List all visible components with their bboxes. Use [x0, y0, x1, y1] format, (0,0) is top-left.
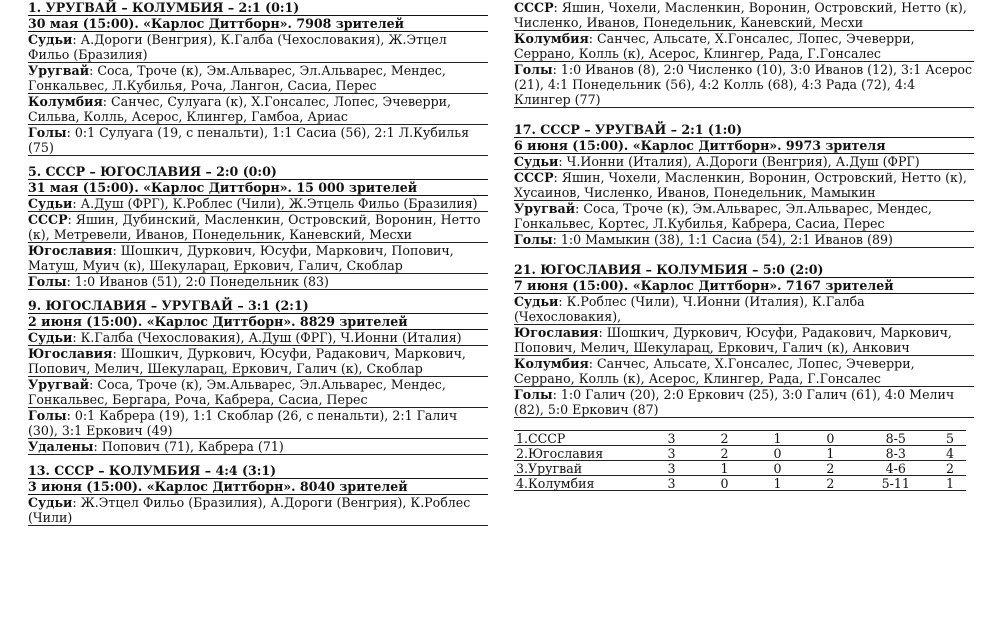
row-label: Голы : [28, 125, 75, 140]
table-row [514, 446, 966, 461]
row-text: Ж.Этцел Фильо (Бразилия), А.Дороги (Венгрия), К.Роблес (Чили) [28, 495, 471, 525]
row-text: 1:0 Мамыкин (38), 1:1 Сасиа (54), 2:1 Иванов (89) [560, 232, 893, 247]
referees-row [28, 330, 488, 346]
drawn-cell: 1 [751, 476, 804, 491]
row-label: Судьи : [28, 330, 81, 345]
team-row [28, 212, 488, 243]
row-text: Шошкич, Дуркович, Юсуфи, Радакович, Маркович, Попович, Мелич, Шекуларац, Еркович, Галич (к), Анкович [514, 325, 952, 355]
row-text: Попович (71), Кабрера (71) [101, 439, 284, 454]
row-text: 1:0 Иванов (8), 2:0 Численко (10), 3:0 Иванов (12), 3:1 Асерос (21), 4:1 Понедельник (56), 4:2 Колль (68), 4:3 Рада (72), 4:4 Клингер (77) [514, 62, 973, 107]
match-heading: 17. СССР – УРУГВАЙ – 2:1 (1:0) [514, 122, 974, 138]
referees-row [28, 495, 488, 526]
played-cell: 3 [645, 446, 698, 461]
row-label: Югославия : [514, 325, 607, 340]
row-label: Уругвай : [28, 377, 97, 392]
row-label: Колумбия : [514, 356, 597, 371]
team-row [514, 170, 974, 201]
referees-row [514, 154, 974, 170]
row-text: Санчес, Сулуага (к), Х.Гонсалес, Лопес, Эчеверри, Сильва, Колль, Асерос, Клингер, Гамбоа, Ариас [28, 94, 452, 124]
row-text: Шошкич, Дуркович, Юсуфи, Маркович, Попович, Матуш, Муич (к), Шекуларац, Еркович, Галич, Скоблар [28, 243, 454, 273]
team-cell: 4.Колумбия [514, 476, 645, 491]
won-cell: 1 [698, 461, 751, 476]
row-label: Голы : [514, 387, 561, 402]
team-cell: 3.Уругвай [514, 461, 645, 476]
goals-cell: 8-3 [857, 446, 935, 461]
match-heading: 9. ЮГОСЛАВИЯ – УРУГВАЙ – 3:1 (2:1) [28, 298, 488, 314]
row-text: А.Дороги (Венгрия), К.Галба (Чехословакия), Ж.Этцел Фильо (Бразилия) [28, 32, 447, 62]
won-cell: 2 [698, 446, 751, 461]
row-text: Санчес, Альсате, Х.Гонсалес, Лопес, Эчеверри, Серрано, Колль (к), Асерос, Клингер, Рада, Г.Гонсалес [514, 31, 915, 61]
table-row [514, 431, 966, 446]
goals-row [514, 232, 974, 248]
row-label: Судьи : [514, 154, 567, 169]
lost-cell: 2 [804, 461, 857, 476]
match-17 [514, 122, 974, 248]
row-label: Голы : [514, 62, 561, 77]
team-row [28, 243, 488, 274]
lost-cell: 0 [804, 431, 857, 446]
match-heading: 5. СССР – ЮГОСЛАВИЯ – 2:0 (0:0) [28, 164, 488, 180]
right-column [514, 0, 974, 491]
drawn-cell: 0 [751, 461, 804, 476]
row-label: СССР : [514, 0, 562, 15]
lost-cell: 1 [804, 446, 857, 461]
goals-row [28, 408, 488, 439]
row-label: Колумбия : [514, 31, 597, 46]
match-21 [514, 262, 974, 418]
match-heading: 13. СССР – КОЛУМБИЯ – 4:4 (3:1) [28, 463, 488, 479]
row-label: Судьи : [28, 32, 81, 47]
team-row [514, 31, 974, 62]
match-date: 31 мая (15:00). «Карлос Диттборн». 15 000 зрителей [28, 180, 488, 196]
row-text: 1:0 Галич (20), 2:0 Еркович (25), 3:0 Галич (61), 4:0 Мелич (82), 5:0 Еркович (87) [514, 387, 955, 417]
table-row [514, 476, 966, 491]
goals-row [28, 274, 488, 290]
row-text: А.Душ (ФРГ), К.Роблес (Чили), Ж.Этцель Фильо (Бразилия) [80, 196, 478, 211]
points-cell: 1 [935, 476, 966, 491]
goals-cell: 5-11 [857, 476, 935, 491]
row-label: Судьи : [28, 495, 81, 510]
row-label: Уругвай : [28, 63, 97, 78]
row-label: Югославия : [28, 243, 121, 258]
row-text: Яшин, Дубинский, Масленкин, Островский, Воронин, Нетто (к), Метревели, Иванов, Понедельник, Каневский, Месхи [28, 212, 481, 242]
match-13-continued [514, 0, 974, 108]
row-label: Голы : [28, 274, 75, 289]
match-date: 6 июня (15:00). «Карлос Диттборн». 9973 зрителя [514, 138, 974, 154]
goals-row [514, 62, 974, 108]
points-cell: 2 [935, 461, 966, 476]
row-text: К.Роблес (Чили), Ч.Ионни (Италия), К.Галба (Чехословакия), [514, 294, 865, 324]
points-cell: 5 [935, 431, 966, 446]
goals-cell: 4-6 [857, 461, 935, 476]
left-column [28, 0, 488, 534]
team-row [28, 377, 488, 408]
goals-row [514, 387, 974, 418]
row-text: 1:0 Иванов (51), 2:0 Понедельник (83) [74, 274, 329, 289]
row-text: 0:1 Кабрера (19), 1:1 Скоблар (26, с пенальти), 2:1 Галич (30), 3:1 Еркович (49) [28, 408, 458, 438]
match-date: 30 мая (15:00). «Карлос Диттборн». 7908 зрителей [28, 16, 488, 32]
row-text: К.Галба (Чехословакия), А.Душ (ФРГ), Ч.Ионни (Италия) [80, 330, 462, 345]
row-label: Судьи : [514, 294, 567, 309]
match-5 [28, 164, 488, 290]
team-row [514, 356, 974, 387]
row-label: Удалены : [28, 439, 102, 454]
drawn-cell: 0 [751, 446, 804, 461]
row-label: Голы : [514, 232, 561, 247]
match-1 [28, 0, 488, 156]
row-label: СССР : [28, 212, 76, 227]
row-text: Соса, Троче (к), Эм.Альварес, Эл.Альварес, Мендес, Гонкальвес, Л.Кубилья, Роча, Лангон, Сасиа, Перес [28, 63, 446, 93]
won-cell: 2 [698, 431, 751, 446]
match-9 [28, 298, 488, 455]
won-cell: 0 [698, 476, 751, 491]
goals-row [28, 125, 488, 156]
played-cell: 3 [645, 476, 698, 491]
team-row [28, 94, 488, 125]
row-label: Голы : [28, 408, 75, 423]
row-label: СССР : [514, 170, 562, 185]
referees-row [28, 196, 488, 212]
row-text: Соса, Троче (к), Эм.Альварес, Эл.Альварес, Мендес, Гонкальвес, Кортес, Л.Кубилья, Кабрера, Сасиа, Перес [514, 201, 932, 231]
row-text: Яшин, Чохели, Масленкин, Воронин, Островский, Нетто (к), Хусаинов, Численко, Иванов, Понедельник, Мамыкин [514, 170, 967, 200]
played-cell: 3 [645, 461, 698, 476]
match-date: 7 июня (15:00). «Карлос Диттборн». 7167 зрителей [514, 278, 974, 294]
row-label: Судьи : [28, 196, 81, 211]
team-row [28, 63, 488, 94]
row-label: Колумбия : [28, 94, 111, 109]
team-row [514, 0, 974, 31]
referees-row [28, 32, 488, 63]
match-date: 3 июня (15:00). «Карлос Диттборн». 8040 зрителей [28, 479, 488, 495]
row-text: 0:1 Сулуага (19, с пенальти), 1:1 Сасиа (56), 2:1 Л.Кубилья (75) [28, 125, 470, 155]
row-text: Ч.Ионни (Италия), А.Дороги (Венгрия), А.Душ (ФРГ) [566, 154, 920, 169]
row-text: Санчес, Альсате, Х.Гонсалес, Лопес, Эчеверри, Серрано, Колль (к), Асерос, Клингер, Рада, Г.Гонсалес [514, 356, 915, 386]
standings-table [514, 430, 966, 491]
row-text: Яшин, Чохели, Масленкин, Воронин, Островский, Нетто (к), Численко, Иванов, Понедельник, Каневский, Месхи [514, 0, 967, 30]
team-row [514, 201, 974, 232]
row-label: Югославия : [28, 346, 121, 361]
team-cell: 1.СССР [514, 431, 645, 446]
match-date: 2 июня (15:00). «Карлос Диттборн». 8829 зрителей [28, 314, 488, 330]
table-row [514, 461, 966, 476]
team-row [28, 346, 488, 377]
match-13 [28, 463, 488, 526]
match-heading: 21. ЮГОСЛАВИЯ – КОЛУМБИЯ – 5:0 (2:0) [514, 262, 974, 278]
played-cell: 3 [645, 431, 698, 446]
row-label: Уругвай : [514, 201, 583, 216]
referees-row [514, 294, 974, 325]
points-cell: 4 [935, 446, 966, 461]
lost-cell: 2 [804, 476, 857, 491]
goals-cell: 8-5 [857, 431, 935, 446]
drawn-cell: 1 [751, 431, 804, 446]
sent-off-row [28, 439, 488, 455]
team-cell: 2.Югославия [514, 446, 645, 461]
team-row [514, 325, 974, 356]
match-heading: 1. УРУГВАЙ – КОЛУМБИЯ – 2:1 (0:1) [28, 0, 488, 16]
row-text: Соса, Троче (к), Эм.Альварес, Эл.Альварес, Мендес, Гонкальвес, Бергара, Роча, Кабрера, Сасиа, Перес [28, 377, 446, 407]
row-text: Шошкич, Дуркович, Юсуфи, Радакович, Маркович, Попович, Мелич, Шекуларац, Еркович, Галич (к), Скоблар [28, 346, 466, 376]
